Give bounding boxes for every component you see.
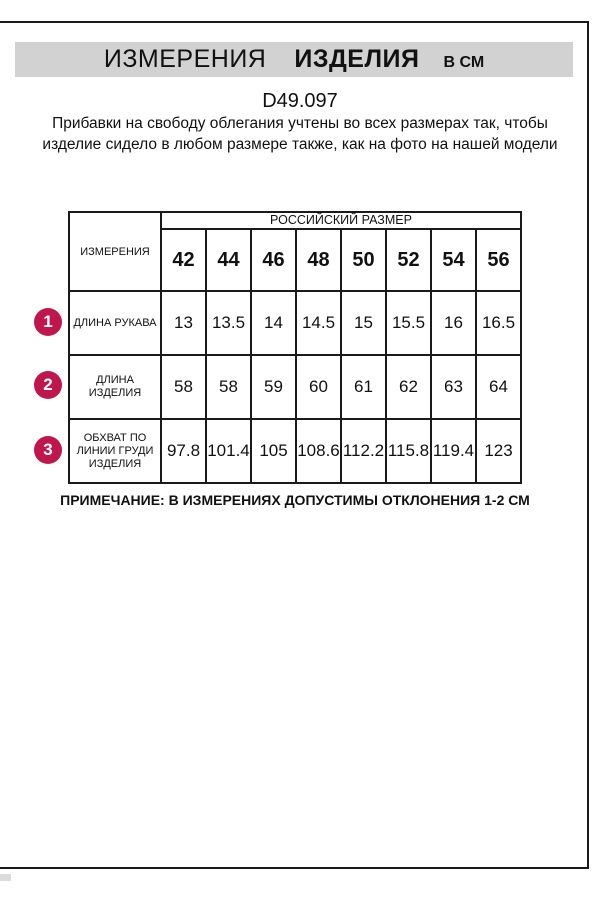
cell-value: 60 bbox=[296, 355, 341, 419]
size-col-56: 56 bbox=[476, 229, 521, 291]
cell-value: 15.5 bbox=[386, 291, 431, 355]
row-label: ДЛИНА ИЗДЕЛИЯ bbox=[69, 355, 161, 419]
fit-description: Прибавки на свободу облегания учтены во всех размерах так, чтобы изделие сидело в любом размере также, как на фото на нашей модели bbox=[42, 115, 558, 153]
cell-value: 58 bbox=[161, 355, 206, 419]
size-col-44: 44 bbox=[206, 229, 251, 291]
size-col-46: 46 bbox=[251, 229, 296, 291]
product-code: D49.097 bbox=[262, 90, 338, 112]
cell-value: 119.4 bbox=[431, 419, 476, 483]
cell-value: 14.5 bbox=[296, 291, 341, 355]
cell-value: 112.2 bbox=[341, 419, 386, 483]
row-label: ОБХВАТ ПО ЛИНИИ ГРУДИ ИЗДЕЛИЯ bbox=[69, 419, 161, 483]
page-corner-artifact bbox=[0, 874, 11, 881]
cell-value: 14 bbox=[251, 291, 296, 355]
size-col-42: 42 bbox=[161, 229, 206, 291]
size-col-50: 50 bbox=[341, 229, 386, 291]
row-marker-1-badge: 1 bbox=[34, 308, 62, 336]
cell-value: 115.8 bbox=[386, 419, 431, 483]
cell-value: 58 bbox=[206, 355, 251, 419]
size-col-52: 52 bbox=[386, 229, 431, 291]
title-measurements: ИЗМЕРЕНИЯ bbox=[103, 45, 267, 73]
cell-value: 62 bbox=[386, 355, 431, 419]
table-row-item-length bbox=[69, 355, 521, 419]
cell-value: 63 bbox=[431, 355, 476, 419]
cell-value: 16 bbox=[431, 291, 476, 355]
cell-value: 16.5 bbox=[476, 291, 521, 355]
row-marker-3-badge: 3 bbox=[34, 436, 62, 464]
size-col-54: 54 bbox=[431, 229, 476, 291]
size-table bbox=[68, 211, 522, 484]
size-col-48: 48 bbox=[296, 229, 341, 291]
cell-value: 108.6 bbox=[296, 419, 341, 483]
title-units: В СМ bbox=[443, 54, 485, 71]
cell-value: 61 bbox=[341, 355, 386, 419]
cell-value: 64 bbox=[476, 355, 521, 419]
table-row-chest-girth bbox=[69, 419, 521, 483]
cell-value: 105 bbox=[251, 419, 296, 483]
russian-size-header-cell: РОССИЙСКИЙ РАЗМЕР bbox=[161, 212, 521, 229]
cell-value: 13.5 bbox=[206, 291, 251, 355]
cell-value: 13 bbox=[161, 291, 206, 355]
row-label: ДЛИНА РУКАВА bbox=[69, 291, 161, 355]
cell-value: 97.8 bbox=[161, 419, 206, 483]
row-marker-2-badge: 2 bbox=[34, 371, 62, 399]
table-row-sleeve-length bbox=[69, 291, 521, 355]
page-title-banner bbox=[15, 42, 573, 77]
measurements-header-cell: ИЗМЕРЕНИЯ bbox=[69, 212, 161, 291]
table-group-header-row bbox=[69, 212, 521, 229]
cell-value: 59 bbox=[251, 355, 296, 419]
cell-value: 101.4 bbox=[206, 419, 251, 483]
cell-value: 15 bbox=[341, 291, 386, 355]
tolerance-note: ПРИМЕЧАНИЕ: В ИЗМЕРЕНИЯХ ДОПУСТИМЫ ОТКЛОНЕНИЯ 1-2 СМ bbox=[60, 492, 530, 508]
title-product: ИЗДЕЛИЯ bbox=[294, 45, 420, 73]
cell-value: 123 bbox=[476, 419, 521, 483]
